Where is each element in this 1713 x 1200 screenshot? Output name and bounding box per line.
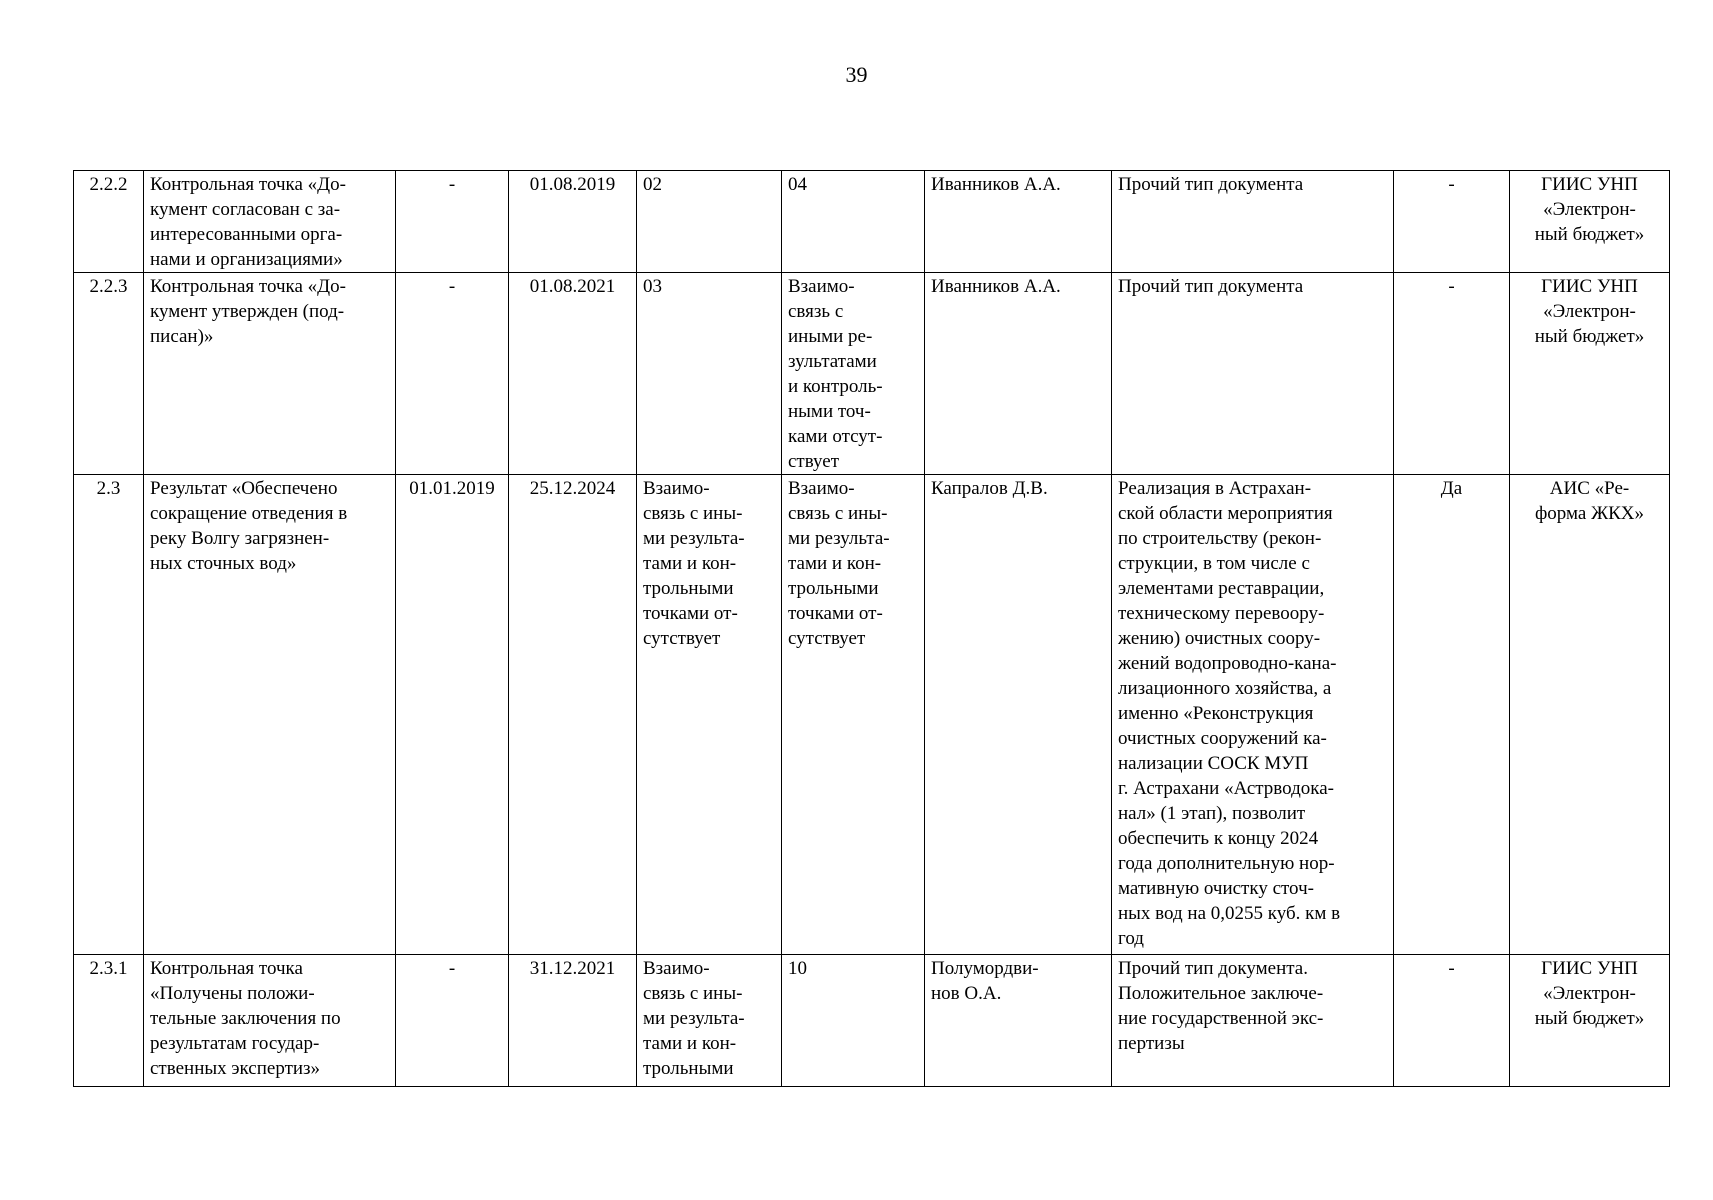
row-successor: Взаимо- связь с иными ре- зультатами и контроль- ными точ- ками отсут- ствует <box>782 273 925 475</box>
row-end-date: 31.12.2021 <box>509 955 637 1087</box>
row-predecessor: Взаимо- связь с ины- ми результа- тами и кон- трольными точками от- сутствует <box>637 475 782 955</box>
table-row <box>74 273 1670 475</box>
row-predecessor: 03 <box>637 273 782 475</box>
row-predecessor: 02 <box>637 171 782 273</box>
table-row <box>74 955 1670 1087</box>
row-name: Контрольная точка «До- кумент согласован с за- интересованными орга- нами и организациями» <box>144 171 396 273</box>
plan-table <box>73 170 1670 1087</box>
row-number: 2.3 <box>74 475 144 955</box>
row-document-type: Прочий тип документа. Положительное заключе- ние государственной экс- пертизы <box>1112 955 1394 1087</box>
row-name: Результат «Обеспечено сокращение отведения в реку Волгу загрязнен- ных сточных вод» <box>144 475 396 955</box>
row-flag: Да <box>1394 475 1510 955</box>
row-responsible: Иванников А.А. <box>925 171 1112 273</box>
table-row <box>74 475 1670 955</box>
row-document-type: Прочий тип документа <box>1112 273 1394 475</box>
row-system: АИС «Ре- форма ЖКХ» <box>1510 475 1670 955</box>
row-start-date: - <box>396 171 509 273</box>
row-responsible: Иванников А.А. <box>925 273 1112 475</box>
row-end-date: 01.08.2021 <box>509 273 637 475</box>
row-responsible: Капралов Д.В. <box>925 475 1112 955</box>
row-document-type: Реализация в Астрахан- ской области мероприятия по строительству (рекон- струкции, в том числе с элементами реставрации, техническому перевоору- жению) очистных соору- жений водопроводно-кана- лизационного хозяйства, а именно «Реконструкция очистных сооружений ка- нализации СОСК МУП г. Астрахани «Астрводока- нал» (1 этап), позволит обеспечить к концу 2024 года дополнительную нор- мативную очистку сточ- ных вод на 0,0255 куб. км в год <box>1112 475 1394 955</box>
row-successor: Взаимо- связь с ины- ми результа- тами и кон- трольными точками от- сутствует <box>782 475 925 955</box>
row-responsible: Полумордви- нов О.А. <box>925 955 1112 1087</box>
row-system: ГИИС УНП «Электрон- ный бюджет» <box>1510 955 1670 1087</box>
row-document-type: Прочий тип документа <box>1112 171 1394 273</box>
row-start-date: - <box>396 273 509 475</box>
row-number: 2.2.2 <box>74 171 144 273</box>
row-start-date: - <box>396 955 509 1087</box>
row-system: ГИИС УНП «Электрон- ный бюджет» <box>1510 273 1670 475</box>
row-flag: - <box>1394 273 1510 475</box>
row-predecessor: Взаимо- связь с ины- ми результа- тами и кон- трольными <box>637 955 782 1087</box>
row-number: 2.3.1 <box>74 955 144 1087</box>
page-number: 39 <box>845 62 868 87</box>
row-start-date: 01.01.2019 <box>396 475 509 955</box>
row-end-date: 25.12.2024 <box>509 475 637 955</box>
table-row <box>74 171 1670 273</box>
row-name: Контрольная точка «До- кумент утвержден (под- писан)» <box>144 273 396 475</box>
row-name: Контрольная точка «Получены положи- тельные заключения по результатам государ- ственных экспертиз» <box>144 955 396 1087</box>
row-end-date: 01.08.2019 <box>509 171 637 273</box>
row-successor: 04 <box>782 171 925 273</box>
row-flag: - <box>1394 171 1510 273</box>
row-number: 2.2.3 <box>74 273 144 475</box>
row-successor: 10 <box>782 955 925 1087</box>
row-system: ГИИС УНП «Электрон- ный бюджет» <box>1510 171 1670 273</box>
row-flag: - <box>1394 955 1510 1087</box>
